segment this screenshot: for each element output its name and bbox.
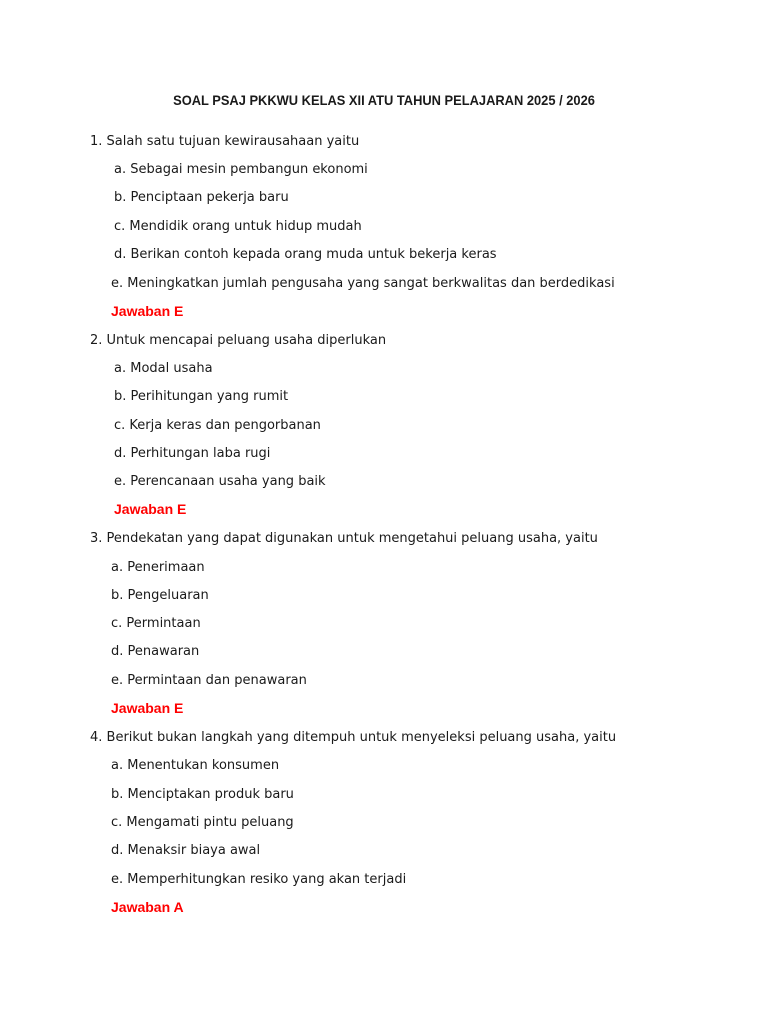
question-1-answer: Jawaban E bbox=[111, 303, 184, 319]
question-4-option-a: a. Menentukan konsumen bbox=[111, 758, 280, 773]
question-2: 2. Untuk mencapai peluang usaha diperlukan bbox=[90, 333, 387, 348]
question-2-option-c: c. Kerja keras dan pengorbanan bbox=[114, 418, 321, 433]
question-2-option-a: a. Modal usaha bbox=[114, 361, 213, 376]
question-3-option-b: b. Pengeluaran bbox=[111, 588, 209, 603]
question-4-option-c: c. Mengamati pintu peluang bbox=[111, 815, 294, 830]
question-3: 3. Pendekatan yang dapat digunakan untuk mengetahui peluang usaha, yaitu bbox=[90, 531, 598, 546]
question-4-option-e: e. Memperhitungkan resiko yang akan terjadi bbox=[111, 872, 407, 887]
question-2-answer: Jawaban E bbox=[114, 501, 187, 517]
page-title: SOAL PSAJ PKKWU KELAS XII ATU TAHUN PELAJARAN 2025 / 2026 bbox=[173, 92, 595, 108]
question-2-option-b: b. Perihitungan yang rumit bbox=[114, 389, 289, 404]
question-3-option-c: c. Permintaan bbox=[111, 616, 201, 631]
question-1-option-d: d. Berikan contoh kepada orang muda untuk bekerja keras bbox=[114, 247, 497, 262]
question-2-option-e: e. Perencanaan usaha yang baik bbox=[114, 474, 326, 489]
question-3-option-a: a. Penerimaan bbox=[111, 560, 205, 575]
question-4-answer: Jawaban A bbox=[111, 899, 184, 915]
question-2-option-d: d. Perhitungan laba rugi bbox=[114, 446, 271, 461]
question-1-option-e: e. Meningkatkan jumlah pengusaha yang sangat berkwalitas dan berdedikasi bbox=[111, 276, 615, 291]
question-1-option-a: a. Sebagai mesin pembangun ekonomi bbox=[114, 162, 368, 177]
question-1-option-b: b. Penciptaan pekerja baru bbox=[114, 190, 289, 205]
question-4-option-b: b. Menciptakan produk baru bbox=[111, 787, 294, 802]
question-1-option-c: c. Mendidik orang untuk hidup mudah bbox=[114, 219, 362, 234]
question-1: 1. Salah satu tujuan kewirausahaan yaitu bbox=[90, 134, 360, 149]
question-4-option-d: d. Menaksir biaya awal bbox=[111, 843, 261, 858]
question-4: 4. Berikut bukan langkah yang ditempuh untuk menyeleksi peluang usaha, yaitu bbox=[90, 730, 617, 745]
question-3-option-e: e. Permintaan dan penawaran bbox=[111, 673, 307, 688]
question-3-answer: Jawaban E bbox=[111, 700, 184, 716]
question-3-option-d: d. Penawaran bbox=[111, 644, 200, 659]
